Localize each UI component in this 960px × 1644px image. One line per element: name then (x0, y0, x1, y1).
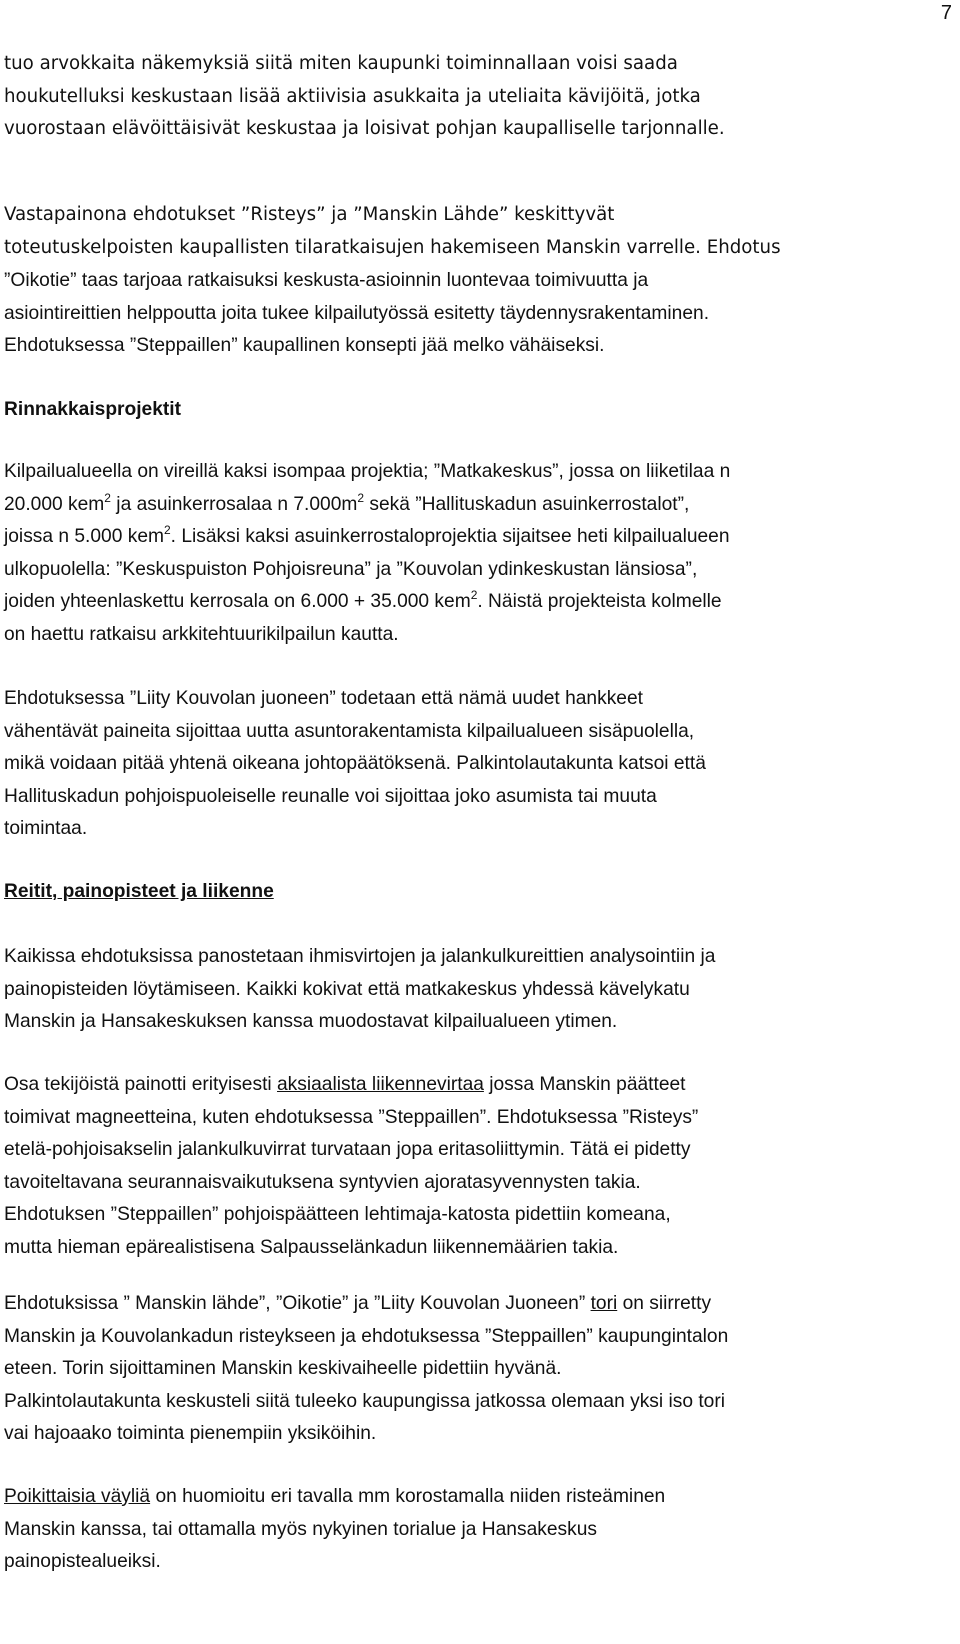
text-line: vai hajoaako toiminta pienempiin yksiköihin. (4, 1423, 377, 1444)
text-line: vähentävät paineita sijoittaa uutta asuntorakentamista kilpailualueen sisäpuolella, (4, 720, 695, 742)
heading-rinnakkaisprojektit: Rinnakkaisprojektit (4, 399, 182, 420)
heading-reitit: Reitit, painopisteet ja liikenne (4, 881, 274, 902)
text-line: vuorostaan elävöittäisivät keskustaa ja loisivat pohjan kaupalliselle tarjonnalle. (4, 118, 725, 139)
paragraph-liity (4, 683, 954, 846)
page-number: 7 (940, 2, 952, 24)
paragraph-tori (4, 1288, 954, 1451)
text-line: toimivat magneetteina, kuten ehdotuksessa ”Steppaillen”. Ehdotuksessa ”Risteys” (4, 1106, 699, 1128)
paragraph-crossroads (4, 1481, 954, 1579)
paragraph-proposals (4, 199, 954, 264)
text-line: tavoiteltavana seurannaisvaikutuksena syntyvien ajoratasyvennysten takia. (4, 1171, 641, 1193)
text-line: Vastapainona ehdotukset ”Risteys” ja ”Manskin Lähde” keskittyvät (4, 204, 615, 225)
text-line: on haettu ratkaisu arkkitehtuurikilpailun kautta. (4, 623, 399, 645)
text-line: joissa n 5.000 kem$^2$. Lisäksi kaksi asuinkerrostaloprojektia sijaitsee heti kilpailualueen (4, 523, 730, 547)
text-line: Hallituskadun pohjoispuoleiselle reunalle voi sijoittaa joko asumista tai muuta (4, 785, 657, 807)
paragraph-proposals-cont (4, 265, 954, 363)
text-line: 20.000 kem$^2$ ja asuinkerrosalaa n $7.000m^2$ sekä ”Hallituskadun asuinkerrostalot”, (4, 490, 690, 515)
text-line: Ehdotuksen ”Steppaillen” pohjoispäätteen lehtimaja-katosta pidettiin komeana, (4, 1204, 671, 1225)
text-line: painopisteiden löytämiseen. Kaikki kokivat että matkakeskus yhdessä kävelykatu (4, 978, 690, 1000)
text-line: Palkintolautakunta keskusteli siitä tuleeko kaupungissa jatkossa olemaan yksi iso tori (4, 1390, 725, 1412)
text-line: Manskin kanssa, tai ottamalla myös nykyinen torialue ja Hansakeskus (4, 1518, 597, 1540)
text-line: Ehdotuksessa ”Liity Kouvolan juoneen” todetaan että nämä uudet hankkeet (4, 688, 643, 709)
intro-paragraph (4, 48, 954, 146)
text-line: mikä voidaan pitää yhtenä oikeana johtopäätöksenä. Palkintolautakunta katsoi että (4, 753, 706, 774)
text-line: etelä-pohjoisakselin jalankulkuvirrat turvataan jopa eritasoliittymin. Tätä ei pidetty (4, 1139, 691, 1160)
text-line: Manskin ja Kouvolankadun risteykseen ja ehdotuksessa ”Steppaillen” kaupungintalon (4, 1325, 729, 1347)
tori-link[interactable]: tori (590, 1293, 618, 1314)
text-line: ”Oikotie” taas tarjoaa ratkaisuksi keskusta-asioinnin luontevaa toimivuutta ja (4, 270, 649, 291)
text-line: joiden yhteenlaskettu kerrosala on 6.000 + 35.000 kem$^2$. Näistä projekteista kolmelle (4, 588, 722, 612)
text-line: Osa tekijöistä painotti erityisesti aksiaalista liikennevirtaa jossa Manskin päätteet (4, 1074, 686, 1095)
text-line: Ehdotuksissa ” Manskin lähde”, ”Oikotie” ja ”Liity Kouvolan Juoneen” tori on siirretty (4, 1293, 712, 1314)
text-line: eteen. Torin sijoittaminen Manskin keskivaiheelle pidettiin hyvänä. (4, 1358, 562, 1379)
text-line: mutta hieman epärealistisena Salpausselänkadun liikennemäärien takia. (4, 1236, 619, 1258)
text-line: toimintaa. (4, 818, 88, 839)
text-line: toteutuskelpoisten kaupallisten tilaratkaisujen hakemiseen Manskin varrelle. Ehdotus (4, 236, 781, 258)
paragraph-routes (4, 941, 954, 1039)
text-line: Kaikissa ehdotuksissa panostetaan ihmisvirtojen ja jalankulkureittien analysointiin ja (4, 946, 716, 967)
text-line: tuo arvokkaita näkemyksiä siitä miten kaupunki toiminnallaan voisi saada (4, 53, 678, 74)
text-line: ulkopuolella: ”Keskuspuiston Pohjoisreuna” ja ”Kouvolan ydinkeskustan länsiosa”, (4, 558, 698, 580)
text-line: Kilpailualueella on vireillä kaksi isompaa projektia; ”Matkakeskus”, jossa on liiketilaa n (4, 461, 731, 482)
paragraph-projects (4, 456, 954, 651)
text-line: asiointireittien helppoutta joita tukee kilpailutyössä esitetty täydennysrakentaminen. (4, 302, 710, 324)
paragraph-axial (4, 1069, 954, 1264)
text-line: Ehdotuksessa ”Steppaillen” kaupallinen konsepti jää melko vähäiseksi. (4, 335, 605, 356)
text-line: painopistealueiksi. (4, 1551, 161, 1572)
text-line: houkutelluksi keskustaan lisää aktiivisia asukkaita ja uteliaita kävijöitä, jotka (4, 85, 701, 107)
text-line: Poikittaisia väyliä on huomioitu eri tavalla mm korostamalla niiden risteäminen (4, 1486, 666, 1507)
text-line: Manskin ja Hansakeskuksen kanssa muodostavat kilpailualueen ytimen. (4, 1011, 618, 1032)
poikittaisia-link[interactable]: Poikittaisia väyliä (4, 1486, 151, 1507)
aksiaalista-link[interactable]: aksiaalista liikennevirtaa (277, 1074, 484, 1095)
